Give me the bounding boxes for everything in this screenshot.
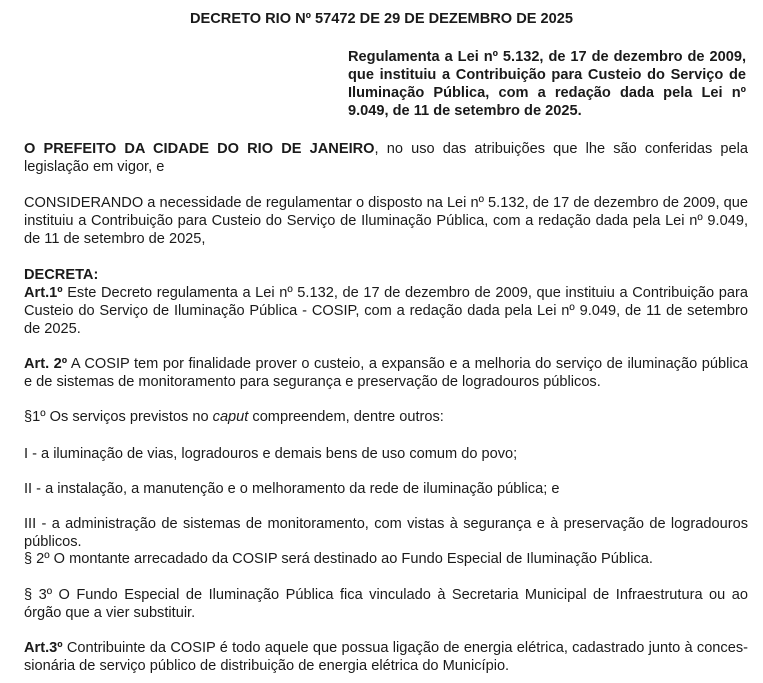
article-2-paragraph-3: § 3º O Fundo Especial de Iluminação Pública fica vinculado à Secretaria Municipal de Infraestrutura ou ao órgão que a vier substituir. — [24, 587, 748, 621]
item-iii: III - a administração de sistemas de monitoramento, com vistas à segurança e à preservação de logradouros públicos. — [24, 516, 748, 550]
article-2-paragraph-1 — [24, 408, 748, 426]
article-2-label: Art. 2º — [24, 356, 68, 372]
paragraph-1-before: §1º Os serviços previstos no — [24, 409, 213, 425]
paragraph-1-italic: caput — [212, 409, 249, 425]
article-3-label: Art.3º — [24, 640, 63, 656]
item-i: I - a iluminação de vias, logradouros e demais bens de uso comum do povo; — [24, 446, 518, 462]
article-3-text: Contribuinte da COSIP é todo aquele que possua ligação de energia elétrica, cadastrado junto à conces-sionária de serviço público de distribuição de energia elétrica do Município. — [24, 640, 748, 674]
article-2-paragraph-2: § 2º O montante arrecadado da COSIP será destinado ao Fundo Especial de Iluminação Pública. — [24, 551, 653, 567]
preamble-text: , no uso das atribuições que lhe são conferidas pela legislação em vigor, e — [24, 141, 748, 175]
decreta-heading: DECRETA: — [24, 267, 99, 283]
article-1-text: Este Decreto regulamenta a Lei nº 5.132, de 17 de dezembro de 2009, que instituiu a Contribuição para Custeio do Serviço de Iluminação Pública - COSIP, com a redação dada pela Lei nº 9.049, de 11 de setembro de 2025. — [24, 285, 748, 337]
document-title: DECRETO RIO Nº 57472 DE 29 DE DEZEMBRO DE 2025 — [189, 11, 573, 27]
article-2 — [24, 355, 748, 391]
considering-clause: CONSIDERANDO a necessidade de regulamentar o disposto na Lei nº 5.132, de 17 de dezembro de 2009, que instituiu a Contribuição para Custeio do Serviço de Iluminação Pública, com a redação dada pela Lei nº 9.049, de 11 de setembro de 2025, — [24, 195, 748, 247]
preamble — [24, 140, 748, 176]
article-1-label: Art.1º — [24, 285, 63, 301]
item-ii: II - a instalação, a manutenção e o melhoramento da rede de iluminação pública; e — [24, 481, 560, 497]
preamble-authority: O PREFEITO DA CIDADE DO RIO DE JANEIRO — [24, 141, 375, 157]
article-2-text: A COSIP tem por finalidade prover o custeio, a expansão e a melhoria do serviço de iluminação pública e de sistemas de monitoramento para segurança e preservação de logradouros públicos. — [24, 356, 748, 390]
article-1 — [24, 284, 748, 338]
article-3 — [24, 639, 748, 675]
paragraph-1-after: compreendem, dentre outros: — [248, 409, 444, 425]
ementa: Regulamenta a Lei nº 5.132, de 17 de dezembro de 2009, que instituiu a Contribuição para Custeio do Serviço de Iluminação Pública, com a redação dada pela Lei nº 9.049, de 11 de setembro de 2025. — [348, 49, 746, 119]
